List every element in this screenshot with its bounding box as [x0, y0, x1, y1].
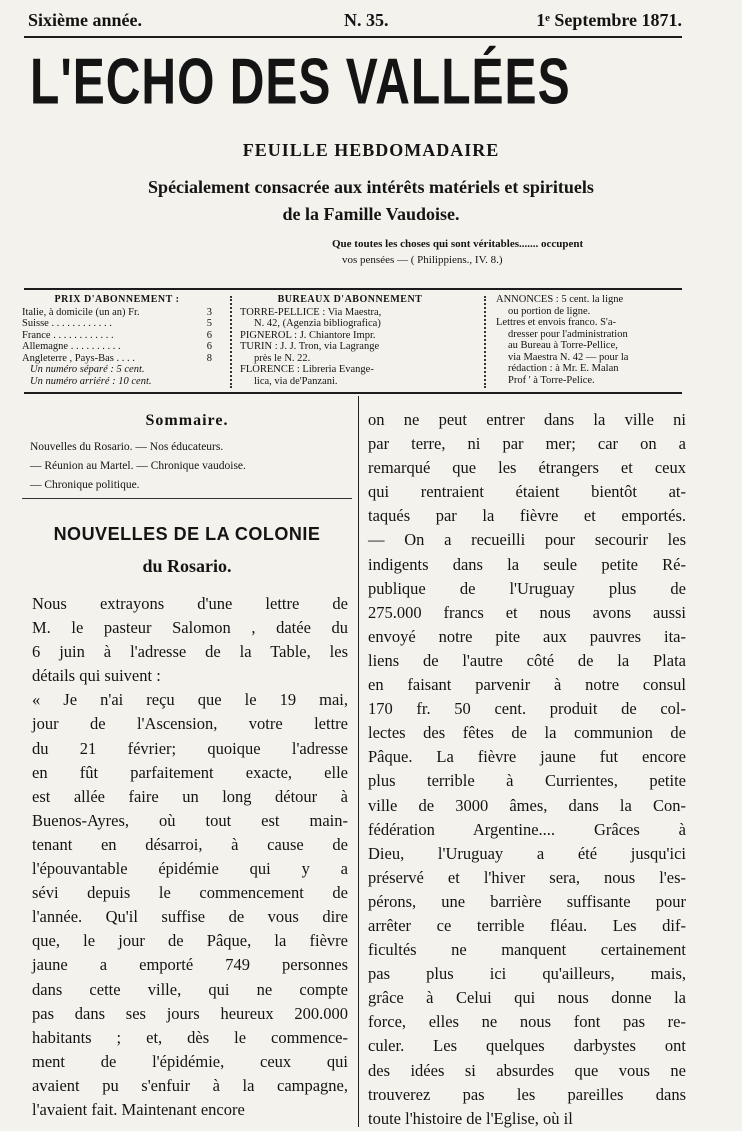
announcements-box [496, 294, 696, 390]
office-line: lica, via de'Panzani. [254, 375, 338, 387]
article-line: préservé et l'hiver sera, nous l'es- [368, 867, 686, 887]
announcement-line: via Maestra N. 42 — pour la [508, 351, 629, 363]
masthead-subtitle: FEUILLE HEBDOMADAIRE [242, 140, 500, 160]
announcement-line: ANNONCES : 5 cent. la ligne [496, 294, 624, 305]
article-title: NOUVELLES DE LA COLONIE [53, 524, 321, 544]
article-line: taqués par la fièvre et emportés. [368, 506, 686, 526]
price-value: 5 [206, 318, 212, 329]
article-line: Buenos-Ayres, où tout est main- [32, 810, 348, 830]
issue-number: N. 35. [344, 10, 389, 30]
price-label: Angleterre , Pays-Bas . . . . [22, 352, 135, 364]
article-line: plus terrible à Currientes, petite [368, 771, 686, 791]
price-row [22, 341, 212, 353]
article-line: grâce à Celui qui nous donne la [368, 988, 686, 1008]
article-line: 275.000 francs et nous avons aussi [368, 602, 686, 622]
article-line: culer. Les quelques darbystes ont [368, 1036, 686, 1056]
article-line: dans cette ville, qui ne compte [32, 979, 348, 999]
price-label: Italie, à domicile (un an) Fr. [22, 306, 140, 318]
masthead-title: L'ECHO DES VALLÉES [30, 46, 571, 119]
offices-title: BUREAUX D'ABONNEMENT [277, 294, 423, 305]
article-line: on ne peut entrer dans la ville ni [368, 410, 686, 429]
announcement-line: rédaction : à Mr. E. Malan [508, 363, 619, 374]
subscription-prices [22, 294, 212, 390]
summary-rule [22, 498, 352, 499]
article-line: trouverez pas les pareilles dans [368, 1084, 686, 1104]
article-line: habitants ; et, dès le commence- [32, 1027, 348, 1047]
article-line: ville de 3000 âmes, dans la Con- [368, 795, 686, 815]
article-line: ment de l'épidémie, ceux qui [32, 1051, 348, 1071]
issue-year: Sixième année. [28, 10, 142, 30]
article-line: des idées si absurdes que vous ne [368, 1060, 686, 1080]
summary-title: Sommaire. [145, 412, 229, 429]
price-row [22, 353, 212, 365]
article-line: envoyé notre pite aux pauvres ita- [368, 626, 686, 646]
office-line: près le N. 22. [254, 352, 311, 364]
article-line: 170 fr. 50 cent. produit de col- [368, 699, 686, 719]
summary-line-2: — Réunion au Martel. — Chronique vaudoise. [30, 460, 246, 472]
info-bottom-rule [24, 392, 682, 394]
article-line: pas plus ici qu'ailleurs, mais, [368, 964, 686, 984]
epigraph-line-2: vos pensées — ( Philippiens., IV. 8.) [342, 254, 503, 266]
article-line: — On a recueilli pour secourir les [368, 530, 686, 550]
article-line: remarqué que les étrangers et ceux [368, 458, 686, 478]
price-label: Allemagne . . . . . . . . . . [22, 341, 121, 352]
article-column-left [32, 592, 348, 1122]
article-line: est allée faire un long détour à [32, 786, 348, 806]
subscription-offices [240, 294, 460, 390]
price-label: France . . . . . . . . . . . . [22, 329, 114, 341]
info-separator [484, 296, 486, 388]
summary-line-1: Nouvelles du Rosario. — Nos éducateurs. [30, 441, 224, 453]
price-value: 6 [206, 329, 212, 341]
article-line: 6 juin à l'adresse de la Table, les [32, 642, 348, 662]
summary-line-3: — Chronique politique. [30, 479, 140, 491]
price-row [22, 307, 212, 319]
article-line: Nous extrayons d'une lettre de [32, 594, 348, 613]
offices-list [240, 307, 460, 388]
masthead-tagline [0, 174, 742, 228]
article-line: l'année. Qu'il suffise de vous dire [32, 907, 348, 927]
article-line: l'avaient fait. Maintenant encore [32, 1099, 245, 1119]
article-line: fédération Argentine.... Grâces à [368, 819, 686, 839]
article-line: lectes des fêtes de la communion de [368, 723, 686, 743]
article-subtitle: du Rosario. [142, 556, 232, 576]
summary-body [30, 438, 350, 495]
article-column-right [368, 408, 686, 1131]
article-line: qui rentraient étaient bientôt at- [368, 482, 686, 502]
office-line: FLORENCE : Libreria Evange- [240, 364, 374, 375]
announcement-line: Prof ' à Torre-Pelice. [508, 374, 595, 386]
epigraph-line-1: Que toutes les choses qui sont véritables....... occupent [332, 238, 584, 250]
announcement-line: dresser pour l'administration [508, 328, 628, 340]
article-line: pas dans ses jours heureux 200.000 [32, 1003, 348, 1023]
prices-list [22, 307, 212, 365]
article-line: jour de l'Ascension, votre lettre [32, 714, 348, 734]
dateline [24, 10, 682, 34]
price-value: 8 [206, 352, 212, 364]
tagline-line-1: Spécialement consacrée aux intérêts matériels et spirituels [148, 177, 594, 197]
announcement-line: ou portion de ligne. [508, 305, 591, 317]
office-line: TURIN : J. J. Tron, via Lagrange [240, 341, 380, 352]
article-line: pérons, une barrière suffisante pour [368, 891, 686, 911]
article-line: M. le pasteur Salomon , datée du [32, 618, 348, 638]
price-value: 6 [206, 341, 212, 352]
article-line: Pâque. La fièvre jaune fut encore [368, 747, 686, 767]
article-line: avaient pu s'enfuir à la campagne, [32, 1075, 348, 1095]
column-separator [358, 396, 359, 1127]
article-line: en fût parfaitement exacte, elle [32, 762, 348, 782]
article-line: du 21 février; quoique l'adresse [32, 738, 348, 758]
announcement-line: au Bureau à Torre-Pellice, [508, 340, 618, 351]
article-line: indigents dans la seule petite Ré- [368, 554, 686, 574]
issue-date: 1ᵉ Septembre 1871. [536, 10, 682, 30]
info-separator [230, 296, 232, 388]
article-line: Dieu, l'Uruguay a été jusqu'ici [368, 843, 686, 863]
tagline-line-2: de la Famille Vaudoise. [282, 204, 460, 224]
article-line: sévi depuis le commencement de [32, 883, 348, 903]
info-top-rule [24, 288, 682, 290]
price-note-back-issue: Un numéro arriéré : 10 cent. [30, 375, 152, 387]
price-row [22, 330, 212, 342]
article-line: que, le jour de Pâque, la fièvre [32, 931, 348, 951]
announcements-list [496, 294, 696, 386]
epigraph [332, 236, 684, 268]
article-line: détails qui suivent : [32, 666, 161, 686]
office-line: N. 42, (Agenzia bibliografica) [254, 318, 381, 329]
office-line: TORRE-PELLICE : Via Maestra, [240, 306, 382, 318]
article-line: en faisant parvenir à notre consul [368, 675, 686, 695]
article-line: liens de l'autre côté de la Plata [368, 650, 686, 670]
article-line: ficultés ne manquent certainement [368, 940, 686, 960]
price-label: Suisse . . . . . . . . . . . . [22, 318, 112, 329]
article-line: arrêter ce terrible fléau. Les dif- [368, 915, 686, 935]
dateline-rule [24, 36, 682, 38]
article-line: l'épouvantable épidémie qui y a [32, 859, 348, 879]
price-row [22, 318, 212, 330]
article-line: « Je n'ai reçu que le 19 mai, [32, 690, 348, 710]
article-line: tenant en désarroi, à cause de [32, 834, 348, 854]
article-line: jaune a emporté 749 personnes [32, 955, 348, 975]
announcement-line: Lettres et envois franco. S'a- [496, 317, 616, 328]
article-line: toute l'histoire de l'Eglise, où il [368, 1108, 573, 1128]
article-line: publique de l'Uruguay plus de [368, 578, 686, 598]
office-line: PIGNEROL : J. Chiantore Impr. [240, 329, 376, 341]
article-line: force, elles ne nous font pas re- [368, 1012, 686, 1032]
prices-title: PRIX D'ABONNEMENT : [54, 294, 180, 305]
article-line: par terre, ni par mer; car on a [368, 434, 686, 454]
price-note-single: Un numéro séparé : 5 cent. [30, 364, 145, 375]
price-value: 3 [206, 306, 212, 318]
